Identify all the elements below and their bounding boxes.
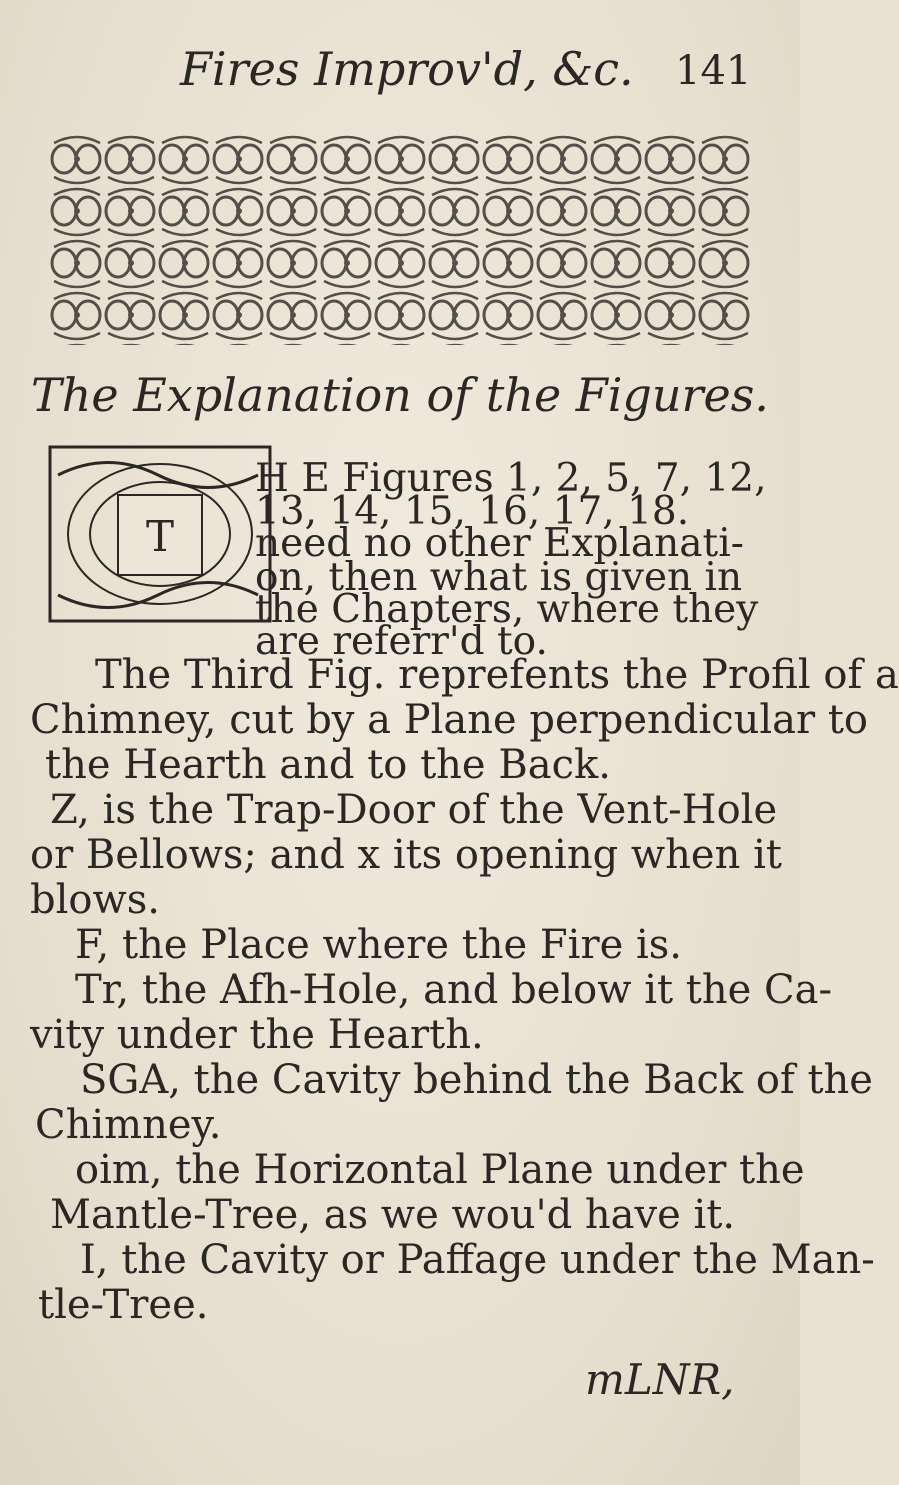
paragraph-line: the Hearth and to the Back.: [45, 742, 611, 788]
paragraph-line: vity under the Hearth.: [30, 1012, 484, 1058]
intro-line: the Chapters, where they: [255, 587, 759, 632]
paragraph-line: SGA, the Cavity behind the Back of the: [80, 1057, 873, 1103]
paragraph-line: I, the Cavity or Paffage under the Man-: [80, 1237, 875, 1283]
drop-cap-letter: T: [145, 512, 175, 561]
paragraph-line: blows.: [30, 877, 160, 923]
intro-line: need no other Explanati-: [255, 521, 744, 566]
intro-line: are referr'd to.: [255, 619, 548, 664]
paragraph-line: Chimney, cut by a Plane perpendicular to: [30, 697, 869, 743]
paragraph-line: The Third Fig. reprefents the Profil of a: [95, 652, 899, 698]
page-number: 141: [675, 48, 752, 94]
paragraph-line: Tr, the Afh-Hole, and below it the Ca-: [75, 967, 832, 1013]
running-head-title: Fires Improv'd, &c.: [180, 42, 634, 96]
section-heading: The Explanation of the Figures.: [31, 368, 769, 422]
intro-line: 13, 14, 15, 16, 17, 18.: [255, 489, 690, 534]
decorative-headpiece-band: [50, 135, 750, 345]
paragraph-line: Mantle-Tree, as we wou'd have it.: [50, 1192, 736, 1238]
intro-line: H E Figures 1, 2, 5, 7, 12,: [255, 456, 767, 501]
drop-cap-initial: [48, 445, 272, 623]
paragraph-line: Chimney.: [35, 1102, 222, 1148]
intro-line: on, then what is given in: [255, 555, 743, 600]
paragraph-line: Z, is the Trap-Door of the Vent-Hole: [50, 787, 778, 833]
paragraph-line: tle-Tree.: [38, 1282, 209, 1328]
paragraph-line: F, the Place where the Fire is.: [75, 922, 683, 968]
paragraph-line: or Bellows; and x its opening when it: [30, 832, 782, 878]
catchword: mLNR,: [585, 1355, 735, 1404]
paragraph-line: oim, the Horizontal Plane under the: [75, 1147, 805, 1193]
running-head: [150, 42, 770, 102]
